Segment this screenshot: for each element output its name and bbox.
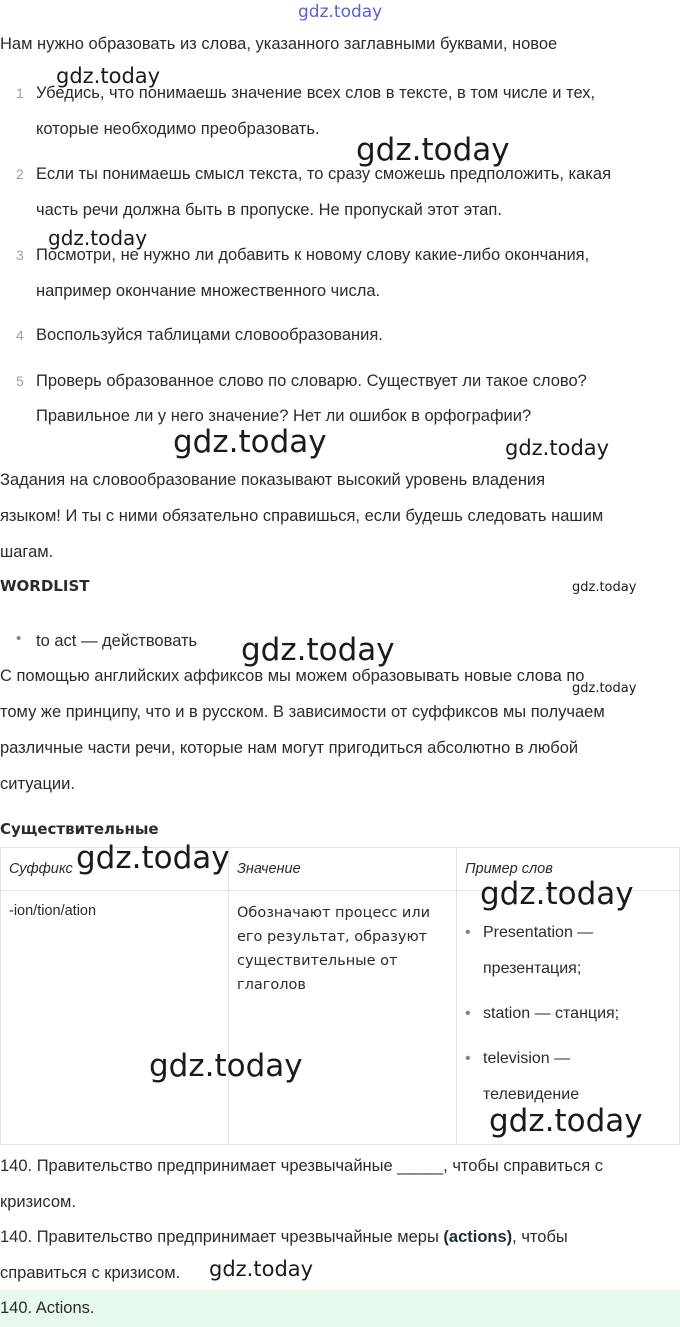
affix-line: тому же принципу, что и в русском. В зависимости от суффиксов мы получаем — [0, 703, 605, 721]
task-line: кризисом. — [0, 1193, 76, 1211]
watermark: gdz.today — [505, 436, 610, 460]
step-number: 3 — [16, 247, 24, 263]
watermark: gdz.today — [173, 424, 327, 460]
watermark: gdz.today — [241, 632, 395, 668]
list-item: • television — — [483, 1041, 619, 1077]
watermark: gdz.today — [298, 2, 383, 22]
watermark: gdz.today — [48, 226, 148, 250]
list-item-continued: презентация; — [483, 960, 582, 977]
watermark: gdz.today — [56, 64, 161, 88]
table-cell — [457, 891, 680, 1145]
meaning-line: Обозначают процесс или — [237, 905, 431, 921]
table-header-cell: Пример слов — [457, 848, 680, 891]
watermark: gdz.today — [572, 681, 637, 696]
bullet-icon: • — [465, 1050, 471, 1067]
bullet-icon: • — [16, 630, 22, 647]
suffix-table — [0, 847, 680, 1145]
step-line: Убедись, что понимаешь значение всех слов в тексте, в том числе и тех, — [36, 84, 596, 102]
example-list — [465, 915, 620, 1113]
affix-line: различные части речи, которые нам могут пригодиться абсолютно в любой — [0, 739, 579, 757]
table-cell — [1, 891, 229, 1145]
solution-line: справиться с кризисом. — [0, 1264, 181, 1282]
wordlist-heading: WORDLIST — [0, 577, 90, 595]
watermark: gdz.today — [76, 840, 230, 876]
step-number: 2 — [16, 166, 24, 182]
table-row — [1, 891, 680, 1145]
step-line: Посмотри, не нужно ли добавить к новому слову какие-либо окончания, — [36, 246, 590, 264]
watermark: gdz.today — [356, 132, 510, 168]
step-line: которые необходимо преобразовать. — [36, 120, 320, 138]
step-number: 1 — [16, 85, 24, 101]
outro-line: языком! И ты с ними обязательно справишься, если будешь следовать нашим — [0, 507, 604, 525]
intro-text: Нам нужно образовать из слова, указанного заглавными буквами, новое — [0, 35, 558, 53]
answer-text: 140. Actions. — [0, 1299, 95, 1317]
meaning-line: глаголов — [237, 977, 306, 993]
list-item: • Presentation — — [483, 915, 619, 951]
task-line: 140. Правительство предпринимает чрезвычайные _____, чтобы справиться с — [0, 1157, 604, 1175]
step-number: 4 — [16, 327, 24, 343]
watermark: gdz.today — [149, 1048, 303, 1084]
wordlist-item: to act — действовать — [36, 632, 198, 650]
step-line: Правильное ли у него значение? Нет ли ошибок в орфографии? — [36, 407, 532, 425]
step-line: часть речи должна быть в пропуске. Не пропускай этот этап. — [36, 201, 502, 219]
answer-bar — [0, 1290, 680, 1327]
solution-line: 140. Правительство предпринимает чрезвычайные меры (actions), чтобы — [0, 1228, 568, 1246]
table-header-cell: Суффикс — [1, 848, 229, 891]
watermark: gdz.today — [572, 580, 637, 595]
affix-line: С помощью английских аффиксов мы можем образовывать новые слова по — [0, 667, 585, 685]
table-cell — [229, 891, 457, 1145]
watermark: gdz.today — [489, 1103, 643, 1139]
bullet-icon: • — [465, 924, 471, 941]
outro-line: Задания на словообразование показывают высокий уровень владения — [0, 471, 546, 489]
step-line: Проверь образованное слово по словарю. Существует ли такое слово? — [36, 372, 587, 390]
nouns-heading: Существительные — [0, 820, 159, 838]
bullet-icon: • — [465, 1005, 471, 1022]
table-header-cell: Значение — [229, 848, 457, 891]
meaning-line: существительные от — [237, 953, 398, 969]
list-item-continued: телевидение — [483, 1086, 580, 1103]
step-line: Воспользуйся таблицами словообразования. — [36, 326, 383, 344]
solution-keyword: (actions) — [443, 1228, 513, 1246]
outro-line: шагам. — [0, 543, 54, 561]
watermark: gdz.today — [480, 876, 634, 912]
affix-line: ситуации. — [0, 775, 75, 793]
watermark: gdz.today — [209, 1257, 314, 1281]
step-line: например окончание множественного числа. — [36, 282, 381, 300]
table-header-row — [1, 848, 680, 891]
meaning-line: его результат, образуют — [237, 929, 428, 945]
step-number: 5 — [16, 373, 24, 389]
list-item: • station — станция; — [483, 996, 619, 1032]
step-line: Если ты понимаешь смысл текста, то сразу сможешь предположить, какая — [36, 165, 612, 183]
suffix-value: -ion/tion/ation — [9, 903, 97, 919]
